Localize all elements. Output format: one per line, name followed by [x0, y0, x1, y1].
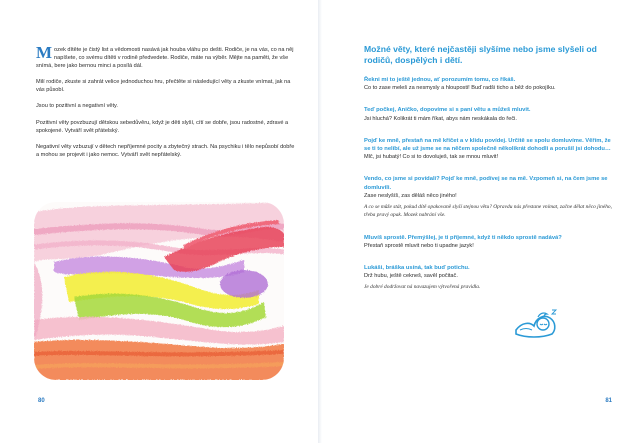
- paragraph-4: Pozitivní věty povzbuzují dětskou sebedůvěru, když je děti slyší, cítí se dobře, jsou radostné, zdravé a spokojené. Vytváří svět přátelský.: [36, 119, 289, 134]
- sleeping-child-icon: [512, 300, 560, 340]
- negative-sentence: Mlč, jsi hubatý! Co si to dovoluješ, tak se mnou mluvit!: [364, 154, 498, 161]
- positive-sentence: Vendo, co jsme si povídali? Pojď ke mně, podívej se na mě. Vzpomeň si, na čem jsme se domluvili.: [364, 176, 608, 191]
- right-page-text: [364, 44, 614, 306]
- positive-sentence: Lukáši, bráška usíná, tak buď potichu.: [364, 265, 470, 272]
- crayon-drawing-art: [34, 202, 284, 380]
- right-page: [322, 0, 640, 443]
- negative-sentence: Přestaň sprostě mluvit nebo ti upadne jazyk!: [364, 242, 474, 249]
- paragraph-5: Negativní věty vzbuzují v dětech nepříjemné pocity a zbytečný strach. Na psychiku i tělo nepůsobí dobře a mohou se projevit i jako nemoc. Vytváří svět nepřátelský.: [36, 143, 295, 158]
- child-crayon-drawing: [34, 202, 284, 380]
- positive-sentence: Teď počkej, Aničko, dopovíme si s paní větu a můžeš mluvit.: [364, 107, 531, 114]
- sentence-pair-4: [364, 175, 614, 219]
- intro-paragraph: [36, 43, 298, 70]
- page-number-right: 81: [605, 398, 612, 404]
- negative-sentence: Jsi hluchá? Kolikrát ti mám říkat, abys nám neskákala do řeči.: [364, 115, 517, 122]
- page-number-left: 80: [38, 398, 45, 404]
- left-page-text: [36, 43, 298, 167]
- paragraph-3: Jsou to pozitivní a negativní věty.: [36, 103, 118, 110]
- dropcap-letter: M: [36, 43, 53, 62]
- positive-sentence: Mluvíš sprostě. Přemýšlej, je ti příjemné, když ti někdo sprostě nadává?: [364, 234, 562, 241]
- sentence-pair-2: [364, 106, 614, 122]
- negative-sentence: Drž hubu, ještě cekneš, savěl počitač.: [364, 273, 458, 280]
- negative-sentence: Co to zase meleš za nesmysly a hlouposti! Buď radši ticho a běž do pokojíku.: [364, 85, 556, 92]
- sentence-pair-1: [364, 76, 614, 92]
- section-heading: Možné věty, které nejčastěji slyšíme nebo jsme slyšeli od rodičů, dospělých i dětí.: [364, 44, 597, 65]
- sentence-pair-6: [364, 264, 614, 292]
- intro-text: ozek dítěte je čistý list a vědomosti nasává jak houba vláhu po dešti. Rodiče, je na vás, co na něj napíšete, co svému dítěti v rodině předvedete. Rodiče, máte na výběr. Mějte na paměti, že vše snímá, bere jako bernou minci a posílá dál.: [36, 47, 294, 70]
- italic-note: Je dobré dodržovat ná navazujem výtvořená pravidla.: [364, 284, 481, 291]
- positive-sentence: Pojď ke mně, přestaň na mě křičet a v klidu povídej. Určitě se spolu domluvíme. Věřím, že se ti to nelíbí, ale už jsme se na něčem společně několikrát dohodli a porušil jsi dohodu…: [364, 137, 611, 153]
- paragraph-2: Milí rodiče, zkuste si zahrát velice jednoduchou hru, přečtěte si následující věty a zkuste vnímat, jak na vás působí.: [36, 79, 291, 94]
- italic-note: A co se může stát, pokud dítě opakovaně slyší stejnou větu? Opravdu nás přestane vnímat, začne dělat něco jiného, třeba pravý opak. Mozek nabrání vše.: [364, 204, 612, 218]
- positive-sentence: Řekni mi to ještě jednou, ať porozumím tomu, co říkáš.: [364, 77, 516, 83]
- sentence-pair-5: [364, 234, 614, 250]
- sentence-pair-3: [364, 137, 614, 162]
- negative-sentence: Zase neslyšíš, zas děláš něco jiného!: [364, 192, 457, 199]
